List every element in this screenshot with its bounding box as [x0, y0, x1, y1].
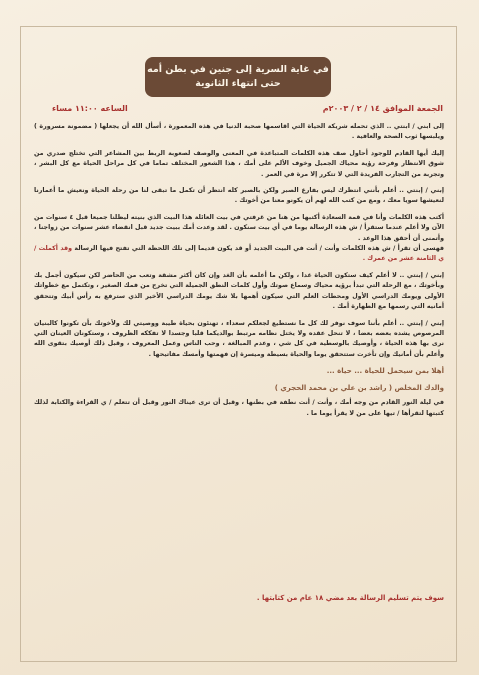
- title-banner: [145, 57, 331, 97]
- signature-greeting: أهلا بمن سيحمل للحياة ... حياة ...: [326, 367, 444, 376]
- paragraph-5: [34, 244, 444, 265]
- paragraph-5-text: فهسى أن تقرأ / ش هذه الكلمات وأنت / أنت في البيت الجديد أو قد يكون قديما إلى تلك اللحظة التي تفتح فيها الرسالة: [74, 245, 444, 253]
- paragraph-7: إبني / إبنتي .. أعلم بأننا سوف نوفر لك كل ما نستطيع لجعلكم سعداء ، تهنئون بحياة طيبة ووصيتي لك ولأخوتك بأن تكونوا كالبنيان المرصوص يشده بعضه بعضا ، لا تنحل عقده ولا يختل نظامه مرتبط بوالديكما قلبا وجسدا لا تفككه الظروف ، وستكونان العينان التي نرى بها هذه الحياة ، وأوصيك بالوسطية في كل شي ، وعدم المبالغة ، وحب الناس وعمل المعروف ، وقبل ذلك أوصيك بتقوى الله وأعلم بأن أمانيك وإن تأخرت ستتحقق يوما والحياة بسيطة وميسرة إن فهمتها وأمسك مفاتيحها .: [34, 319, 444, 358]
- letter-time: الساعه ١١:٠٠ مساء: [52, 104, 128, 113]
- paragraph-2: إليك أيها القادم للوجود أحاول صف هذه الكلمات المتباعدة في المعنى والوصف لصعوبة الربط بين المشاعر التي تختلج صدري من شوق الانتظار وفرحة رؤية محياك الجميل وخوف الألم على أمك ، هذا الشعور المختلف تماما في كل مراحل الحياة مع كل البشر ، وتجربة من التجارب الفريدة التي لا تتكرر إلا مرة في العمر .: [34, 149, 444, 178]
- paragraph-5-highlight: وقد أكملت / ي الثامنة عشر من عمرك .: [34, 245, 444, 263]
- letter-date: الجمعة الموافق ١٤ / ٢ / ٢٠٠٣م: [322, 104, 443, 113]
- paragraph-1: إلى ابني / ابنتي .. الذي تحمله شريكة الحياة التي اقاسمها صحبة الدنيا في هذه المعمورة ، أسأل الله أن يجعلها ( مضمونة مسرورة ) ويلبسها ثوب الصحة والعافية .: [34, 123, 444, 141]
- letter-body: [34, 122, 444, 425]
- title-line-1: في غاية السرية إلى جنين في بطن أمه: [147, 64, 329, 75]
- paragraph-4: أكتب هذه الكلمات وأنا في قمة السعادة أكتبها من هنا من غرفتي في بيت العائلة هذا البيت الذي بنيته ليظلنا جميعا قبل ٤ سنوات من الآن ولا أعلم عندما ستقرأ / ش هذه الرسالة يوما في أي بيت سنكون . لقد وعدت أمك ببيت جديد قبل انقضاء عشر سنوات من زواجنا ، وأتمنى أن أحقق هذا الوعد .: [34, 213, 444, 242]
- title-line-2: حتى انتهاء الثانوية: [195, 78, 281, 89]
- delivery-note: سوف يتم تسليم الرسالة بعد مضي ١٨ عام من كتابتها .: [256, 594, 444, 602]
- paragraph-6: إبني / إبنتي .. لا أعلم كيف ستكون الحياة غدا ، ولكن ما أعلمه بأن الغد وإن كان أكثر مشقة وتعب من الحاضر لكن سيكون أجمل بك وبأخوتك ، مع الرحلة التي تبدأ برؤية محياك وسماع صوتك وأول كلمات النطق الجميلة التي تخرج من فمك الصغير ، وتكتمل مع خطواتك الأولى ويومك الدراسي الأول ومحطات العلم التي سيكون أهمها بلا شك يومك الدراسي الأخير الذي سترفع به رأس أبيك وتتحقق أمانيه التي رسمها مع الطهارة أمك .: [34, 271, 444, 311]
- paragraph-3: إبني / إبنتي .. أعلم بأنني انتظرك ليس بفارغ الصبر ولكن بالصبر كله انتظر أن تكمل ما تبقى لنا من رحلة الحياة ونعيش ما أعمارنا لنعيشها سويا معك ، ومع من كتب الله لهم أن يكونو معنا من أخوتك .: [34, 187, 444, 205]
- paragraph-8: في ليلة النور القادم من وجه أمك ، وأنت / أنت نطفة في بطنها ، وقبل أن ترى عيناك النور وقبل أن تتعلم / ي القراءة والكتابة لذلك كتبتها لتقرأها / تيها على من لا يقرأ يوما ما .: [34, 399, 444, 417]
- signature-name: والدك المخلص ( راشد بن علي بن محمد الحجري ): [274, 384, 444, 393]
